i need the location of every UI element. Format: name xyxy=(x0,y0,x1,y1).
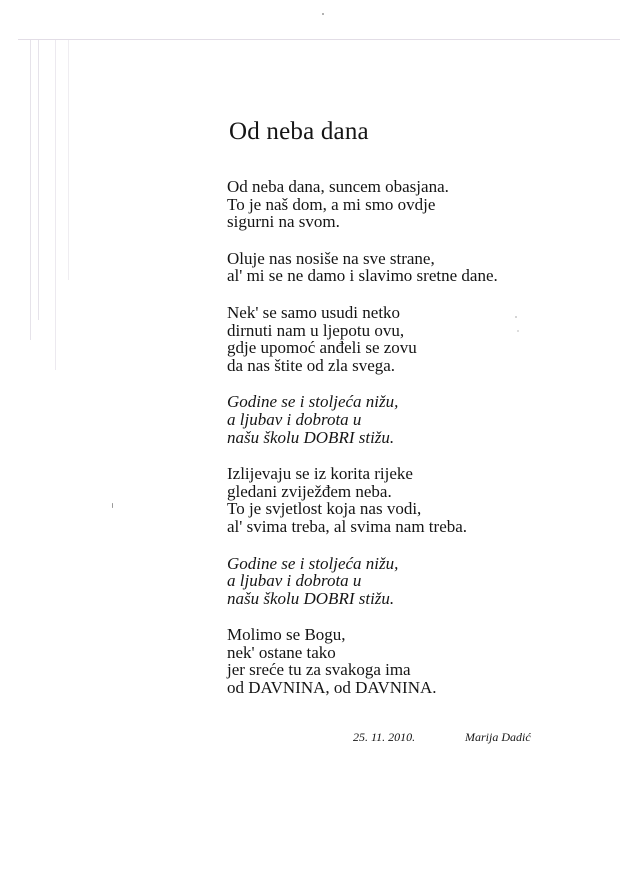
poem-line: našu školu DOBRI stižu. xyxy=(227,588,395,608)
stanza xyxy=(227,393,607,446)
poem-line: Oluje nas nosiše na sve strane, xyxy=(227,248,435,268)
poem-date: 25. 11. 2010. xyxy=(353,730,416,744)
poem-line: a ljubav i dobrota u xyxy=(227,409,362,429)
poem-line: od DAVNINA, od DAVNINA. xyxy=(227,678,437,698)
poem-line: al' mi se ne damo i slavimo sretne dane. xyxy=(227,266,498,286)
poem-line: Molimo se Bogu, xyxy=(227,625,346,645)
poem-line: a ljubav i dobrota u xyxy=(227,571,362,591)
scan-margin-line xyxy=(55,40,56,370)
poem-author: Marija Dadić xyxy=(465,730,531,744)
stanza xyxy=(227,304,607,374)
poem-line: gledani zviježđem neba. xyxy=(227,481,392,501)
scan-margin-line xyxy=(30,40,31,340)
poem-line: dirnuti nam u ljepotu ovu, xyxy=(227,320,405,340)
stanza xyxy=(227,555,607,608)
poem-line: da nas štite od zla svega. xyxy=(227,355,396,375)
poem-line: sigurni na svom. xyxy=(227,212,340,232)
poem-line: jer sreće tu za svakoga ima xyxy=(227,660,411,680)
scan-margin-line xyxy=(68,40,69,280)
poem-line: Izlijevaju se iz korita rijeke xyxy=(227,464,413,484)
stanza xyxy=(227,178,607,231)
scan-border-line xyxy=(18,39,620,40)
poem-line: Od neba dana, suncem obasjana. xyxy=(227,177,449,196)
poem-line: gdje upomoć anđeli se zovu xyxy=(227,338,417,358)
poem-line: nek' ostane tako xyxy=(227,642,336,662)
poem-line: Godine se i stoljeća nižu, xyxy=(227,392,399,412)
poem-line: Godine se i stoljeća nižu, xyxy=(227,553,399,573)
scan-speck xyxy=(112,503,113,508)
poem-title: Od neba dana xyxy=(229,118,369,145)
poem-body xyxy=(227,178,607,716)
stanza xyxy=(227,465,607,535)
poem-line: To je naš dom, a mi smo ovdje xyxy=(227,194,436,214)
scan-margin-line xyxy=(38,40,39,320)
poem-line: To je svjetlost koja nas vodi, xyxy=(227,499,422,519)
stanza xyxy=(227,250,607,285)
scan-speck xyxy=(322,13,324,15)
poem-line: Nek' se samo usudi netko xyxy=(227,302,401,322)
poem-line: al' svima treba, al svima nam treba. xyxy=(227,516,468,536)
stanza xyxy=(227,626,607,696)
poem-line: našu školu DOBRI stižu. xyxy=(227,427,395,447)
